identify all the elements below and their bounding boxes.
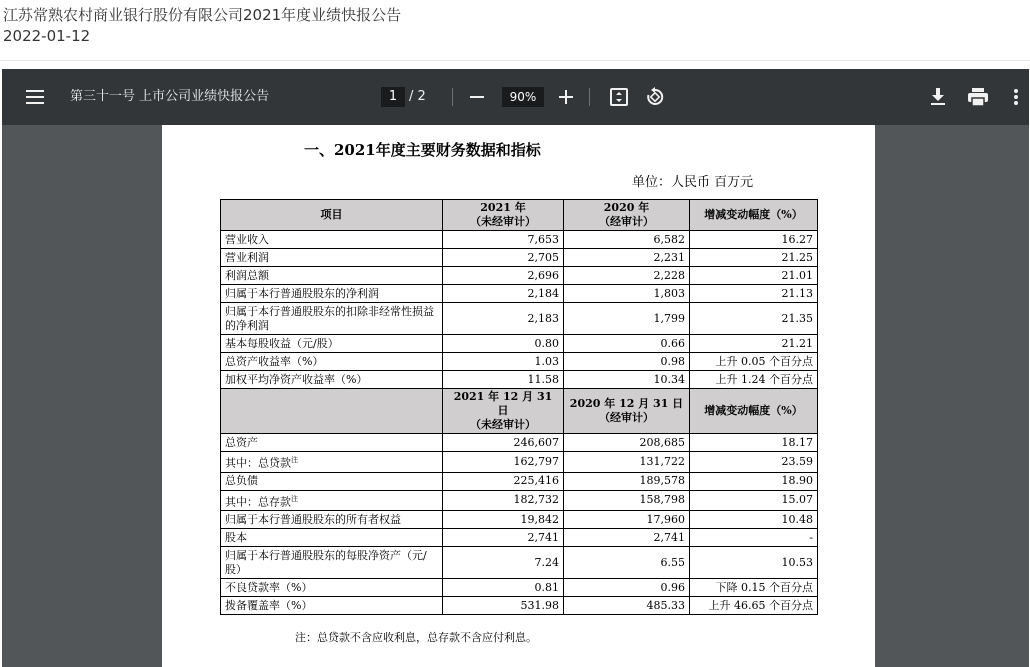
value-change: 15.07	[690, 490, 818, 511]
value-2021: 0.80	[443, 335, 564, 353]
value-2021: 2,705	[443, 249, 564, 267]
total-pages: / 2	[409, 89, 426, 104]
table-row	[221, 529, 818, 547]
value-2020: 2,228	[564, 267, 690, 285]
page-title: 江苏常熟农村商业银行股份有限公司2021年度业绩快报公告	[3, 6, 402, 24]
value-change: 21.35	[690, 303, 818, 335]
table-row	[221, 597, 818, 615]
table-header	[221, 200, 818, 231]
row-label: 股本	[221, 529, 443, 547]
value-change: 21.25	[690, 249, 818, 267]
table-row	[221, 285, 818, 303]
value-2020: 0.98	[564, 353, 690, 371]
value-2020: 10.34	[564, 371, 690, 389]
row-label: 归属于本行普通股股东的扣除非经常性损益的净利润	[221, 303, 443, 335]
download-icon[interactable]	[926, 85, 950, 109]
toolbar-separator	[589, 88, 590, 106]
unit-label: 单位：人民币 百万元	[632, 175, 754, 190]
table-row	[221, 267, 818, 285]
value-2021: 1.03	[443, 353, 564, 371]
header-change: 增减变动幅度（%）	[690, 200, 818, 231]
value-2021: 2,184	[443, 285, 564, 303]
toolbar-separator	[452, 88, 453, 106]
value-2020: 17,960	[564, 511, 690, 529]
header-2020: 2020 年 （经审计）	[564, 200, 690, 231]
zoom-input[interactable]: 90%	[502, 87, 544, 107]
current-page-input[interactable]: 1	[381, 87, 405, 107]
section-title: 一、2021年度主要财务数据和指标	[304, 141, 541, 159]
value-2021: 7.24	[443, 547, 564, 579]
publish-date: 2022-01-12	[3, 27, 91, 45]
zoom-out-icon[interactable]	[466, 86, 488, 108]
row-label: 基本每股收益（元/股）	[221, 335, 443, 353]
value-2020: 2,231	[564, 249, 690, 267]
value-2021: 2,183	[443, 303, 564, 335]
value-2020: 6,582	[564, 231, 690, 249]
value-2021: 2,696	[443, 267, 564, 285]
value-2021: 2,741	[443, 529, 564, 547]
header-blank	[221, 389, 443, 434]
value-2021: 225,416	[443, 472, 564, 490]
pdf-toolbar	[2, 69, 1029, 125]
document-name: 第三十一号 上市公司业绩快报公告	[70, 89, 270, 104]
more-icon[interactable]	[1008, 85, 1024, 109]
table-row	[221, 434, 818, 452]
row-label: 其中：总贷款$^注$	[221, 452, 443, 473]
divider	[0, 60, 1030, 61]
row-label: 其中：总存款$^注$	[221, 490, 443, 511]
zoom-in-icon[interactable]	[555, 86, 577, 108]
value-change: 上升 1.24 个百分点	[690, 371, 818, 389]
value-change: -	[690, 529, 818, 547]
value-2020: 208,685	[564, 434, 690, 452]
print-icon[interactable]	[965, 85, 991, 109]
table-row	[221, 579, 818, 597]
value-change: 16.27	[690, 231, 818, 249]
value-2021: 11.58	[443, 371, 564, 389]
table-row	[221, 249, 818, 267]
row-label: 总负债	[221, 472, 443, 490]
value-change: 21.01	[690, 267, 818, 285]
value-change: 18.17	[690, 434, 818, 452]
row-label: 归属于本行普通股股东的所有者权益	[221, 511, 443, 529]
row-label: 利润总额	[221, 267, 443, 285]
table-row	[221, 353, 818, 371]
financial-table	[220, 199, 818, 615]
row-label: 不良贷款率（%）	[221, 579, 443, 597]
table-row	[221, 452, 818, 473]
value-2021: 0.81	[443, 579, 564, 597]
value-2020: 0.96	[564, 579, 690, 597]
table-row	[221, 335, 818, 353]
value-change: 上升 46.65 个百分点	[690, 597, 818, 615]
header-item: 项目	[221, 200, 443, 231]
row-label: 归属于本行普通股股东的净利润	[221, 285, 443, 303]
row-label: 加权平均净资产收益率（%）	[221, 371, 443, 389]
value-2021: 7,653	[443, 231, 564, 249]
value-change: 21.13	[690, 285, 818, 303]
value-2020: 158,798	[564, 490, 690, 511]
row-label: 总资产	[221, 434, 443, 452]
table-row	[221, 371, 818, 389]
header-change: 增减变动幅度（%）	[690, 389, 818, 434]
header-2021-date: 2021 年 12 月 31 日 （未经审计）	[443, 389, 564, 434]
footnote-mark: 注	[291, 456, 298, 464]
table-note: 注：总贷款不含应收利息，总存款不含应付利息。	[295, 631, 537, 644]
value-2020: 1,803	[564, 285, 690, 303]
value-2020: 131,722	[564, 452, 690, 473]
table-row	[221, 231, 818, 249]
value-2020: 485.33	[564, 597, 690, 615]
table-row	[221, 490, 818, 511]
pdf-viewer	[2, 69, 1029, 667]
value-2021: 531.98	[443, 597, 564, 615]
table-row	[221, 472, 818, 490]
page-header	[3, 5, 401, 46]
value-2020: 2,741	[564, 529, 690, 547]
value-2021: 19,842	[443, 511, 564, 529]
value-2020: 1,799	[564, 303, 690, 335]
value-change: 10.48	[690, 511, 818, 529]
table-row	[221, 303, 818, 335]
value-2020: 6.55	[564, 547, 690, 579]
table-header	[221, 389, 818, 434]
row-label: 总资产收益率（%）	[221, 353, 443, 371]
value-2021: 182,732	[443, 490, 564, 511]
row-label: 营业利润	[221, 249, 443, 267]
value-2020: 189,578	[564, 472, 690, 490]
value-change: 23.59	[690, 452, 818, 473]
header-2020-date: 2020 年 12 月 31 日 （经审计）	[564, 389, 690, 434]
rotate-icon[interactable]	[643, 85, 667, 109]
value-2021: 162,797	[443, 452, 564, 473]
value-2021: 246,607	[443, 434, 564, 452]
value-2020: 0.66	[564, 335, 690, 353]
header-2021: 2021 年 （未经审计）	[443, 200, 564, 231]
value-change: 下降 0.15 个百分点	[690, 579, 818, 597]
value-change: 18.90	[690, 472, 818, 490]
row-label: 拨备覆盖率（%）	[221, 597, 443, 615]
pdf-page	[162, 125, 875, 667]
value-change: 上升 0.05 个百分点	[690, 353, 818, 371]
table-row	[221, 511, 818, 529]
fit-page-icon[interactable]	[607, 85, 631, 109]
row-label: 营业收入	[221, 231, 443, 249]
footnote-mark: 注	[291, 494, 298, 503]
value-change: 10.53	[690, 547, 818, 579]
row-label: 归属于本行普通股股东的每股净资产（元/股）	[221, 547, 443, 579]
value-change: 21.21	[690, 335, 818, 353]
table-row	[221, 547, 818, 579]
menu-icon[interactable]	[22, 85, 48, 109]
